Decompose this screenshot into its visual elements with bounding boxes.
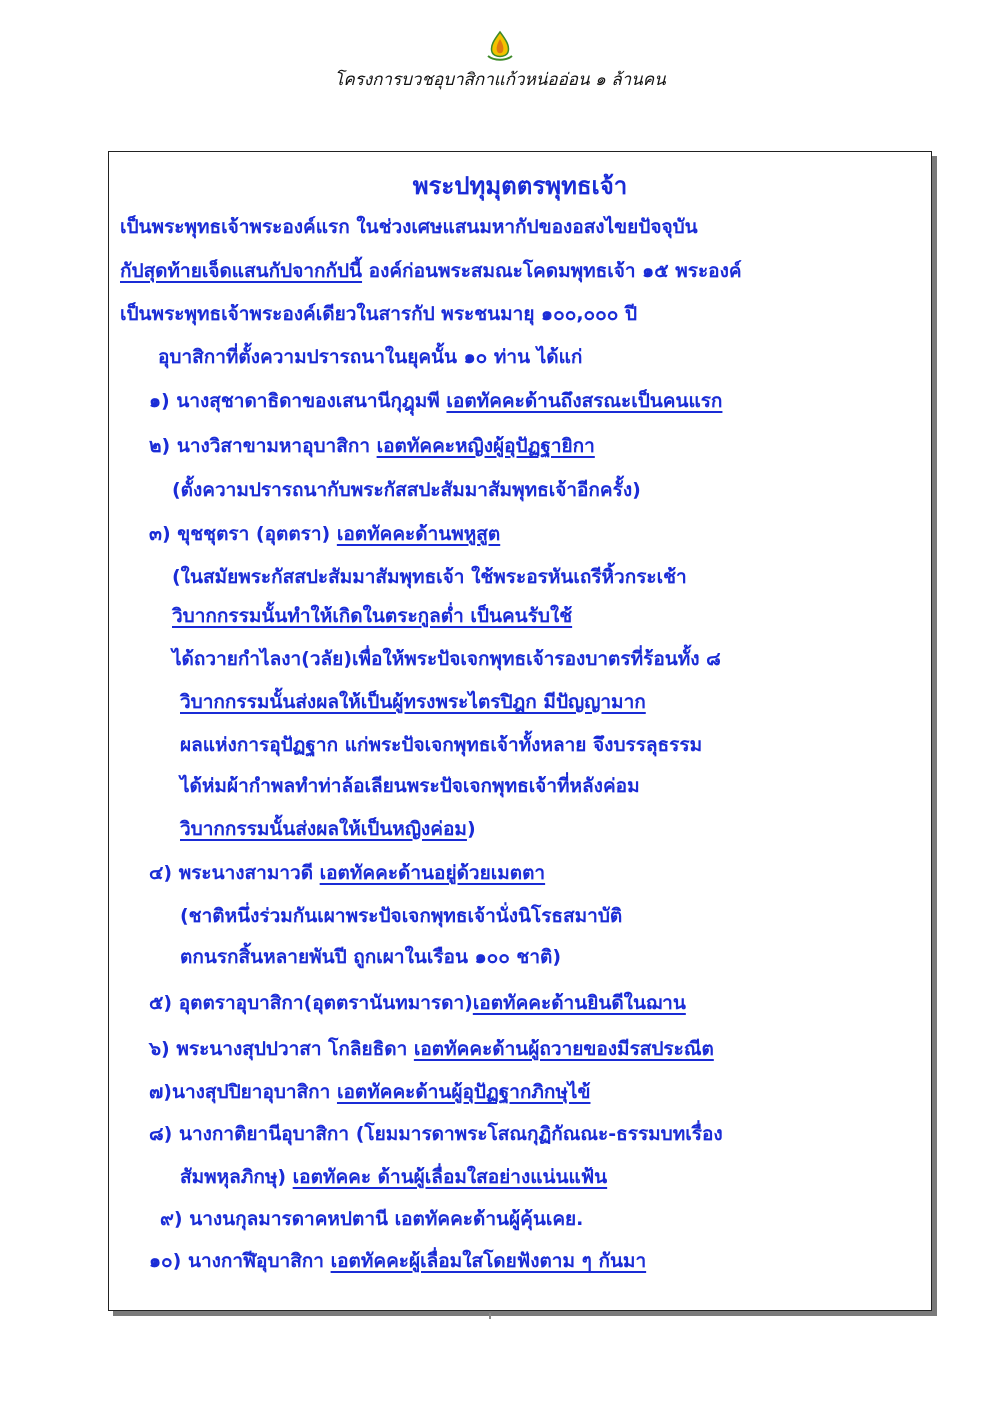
page-mark [489, 1313, 491, 1319]
logo-icon [484, 30, 516, 64]
list-item-8-note [180, 1162, 607, 1192]
list-item-9 [160, 1204, 583, 1234]
item-title: เอตทัคคะด้านผู้ถวายของมีรสประณีต [413, 1038, 714, 1060]
list-item-3-note-6: ได้ห่มผ้ากำพลทำท่าล้อเลียนพระปัจเจกพุทธเจ้าที่หลังค่อม [180, 775, 640, 797]
list-item-3 [149, 519, 500, 549]
item-title: เอตทัคคะด้านผู้อุปัฏฐากภิกษุไข้ [336, 1081, 591, 1103]
item-name: อุตตราอุบาสิกา(อุตตรานันทมารดา) [172, 992, 473, 1014]
item-number: ๒) [149, 435, 171, 457]
item-title: เอตทัคคะผู้เลื่อมใสโดยฟังตาม ๆ กันมา [330, 1250, 647, 1272]
list-item-7 [149, 1077, 590, 1107]
item-number: ๕) [149, 992, 173, 1014]
list-item-2 [149, 431, 595, 461]
item-name: นางสุปปิยาอุบาสิกา [171, 1081, 337, 1103]
item-number: ๘) [149, 1123, 173, 1145]
item-title: เอตทัคคะด้านอยู่ด้วยเมตตา [319, 862, 546, 884]
list-item-5 [149, 988, 686, 1018]
list-item-3-note-4: วิบากกรรมนั้นส่งผลให้เป็นผู้ทรงพระไตรปิฎก มีปัญญามาก [180, 691, 646, 713]
intro-line-2-rest: องค์ก่อนพระสมณะโคดมพุทธเจ้า ๑๕ พระองค์ [362, 260, 742, 282]
underlined-phrase: วิบากกรรมนั้นส่งผลให้เป็นหญิงค่อม [180, 818, 467, 840]
item-name: นางกาติยานีอุบาสิกา (โยมมารดาพระโสณกุฏิกัณณะ-ธรรมบทเรื่อง [172, 1123, 723, 1145]
underlined-phrase: กัปสุดท้ายเจ็ดแสนกัปจากกัปนี้ [120, 260, 363, 282]
list-item-3-note-5: ผลแห่งการอุปัฏฐาก แก่พระปัจเจกพุทธเจ้าทั้งหลาย จึงบรรลุธรรม [180, 734, 703, 756]
item-number: ๑๐) [149, 1250, 182, 1272]
document-title: พระปทุมุตตรพุทธเจ้า [412, 172, 628, 200]
item-title: เอตทัคคะด้านถึงสรณะเป็นคนแรก [446, 390, 723, 412]
list-item-3-note-3: ได้ถวายกำไลงา(วลัย)เพื่อให้พระปัจเจกพุทธเจ้ารองบาตรที่ร้อนทั้ง ๘ [172, 648, 721, 670]
list-item-1 [149, 386, 722, 416]
intro-line-4: อุบาสิกาที่ตั้งความปรารถนาในยุคนั้น ๑๐ ท่าน ได้แก่ [158, 346, 583, 368]
list-item-3-note-7 [180, 814, 476, 844]
item-number: ๔) [149, 862, 173, 884]
item-title: เอตทัคคะด้านพหูสูต [336, 523, 501, 545]
list-item-3-note-2: วิบากกรรมนั้นทำให้เกิดในตระกูลต่ำ เป็นคนรับใช้ [172, 605, 573, 627]
list-item-4-note-1: (ชาติหนึ่งร่วมกันเผาพระปัจเจกพุทธเจ้านั่งนิโรธสมาบัติ [180, 905, 623, 927]
item-name: พระนางสามาวดี [172, 862, 320, 884]
list-item-4-note-2: ตกนรกสิ้นหลายพันปี ถูกเผาในเรือน ๑๐๐ ชาติ) [180, 946, 562, 968]
closing-paren: ) [466, 818, 476, 840]
item-text: นางนกุลมารดาคหปตานี เอตทัคคะด้านผู้คุ้นเคย. [182, 1208, 584, 1230]
list-item-4 [149, 858, 545, 888]
item-title: เอตทัคคะด้านยินดีในฌาน [472, 992, 686, 1014]
list-item-3-note-1: (ในสมัยพระกัสสปะสัมมาสัมพุทธเจ้า ใช้พระอรหันเถรีหิ้วกระเช้า [172, 566, 687, 588]
item-number: ๖) [149, 1038, 170, 1060]
list-item-6 [149, 1034, 714, 1064]
list-item-10 [149, 1246, 646, 1276]
item-name: นางกาฬีอุบาสิกา [181, 1250, 331, 1272]
list-item-8 [149, 1119, 723, 1149]
item-number: ๙) [160, 1208, 183, 1230]
item-name: นางวิสาขามหาอุบาสิกา [170, 435, 377, 457]
item-title: เอตทัคคะหญิงผู้อุปัฏฐายิกา [376, 435, 595, 457]
intro-line-2 [120, 256, 742, 286]
item-name: ขุชชุตรา (อุตตรา) [170, 523, 337, 545]
intro-line-3: เป็นพระพุทธเจ้าพระองค์เดียวในสารกัป พระชนมายุ ๑๐๐,๐๐๐ ปี [120, 303, 637, 325]
list-item-2-note: (ตั้งความปรารถนากับพระกัสสปะสัมมาสัมพุทธเจ้าอีกครั้ง) [172, 479, 641, 501]
item-8-cont: สัมพหุลภิกษุ) [180, 1166, 293, 1188]
item-number: ๓) [149, 523, 171, 545]
item-number: ๑) [149, 390, 170, 412]
page-header: โครงการบวชอุบาสิกาแก้วหน่ออ่อน ๑ ล้านคน [334, 70, 666, 90]
item-name: นางสุชาดาธิดาของเสนานีกุฎุมพี [169, 390, 447, 412]
intro-line-1: เป็นพระพุทธเจ้าพระองค์แรก ในช่วงเศษแสนมหากัปของอสงไขยปัจจุบัน [120, 216, 698, 238]
item-number: ๗) [149, 1081, 172, 1103]
item-title: เอตทัคคะ ด้านผู้เลื่อมใสอย่างแน่นแฟ้น [292, 1166, 608, 1188]
item-name: พระนางสุปปวาสา โกลิยธิดา [169, 1038, 414, 1060]
